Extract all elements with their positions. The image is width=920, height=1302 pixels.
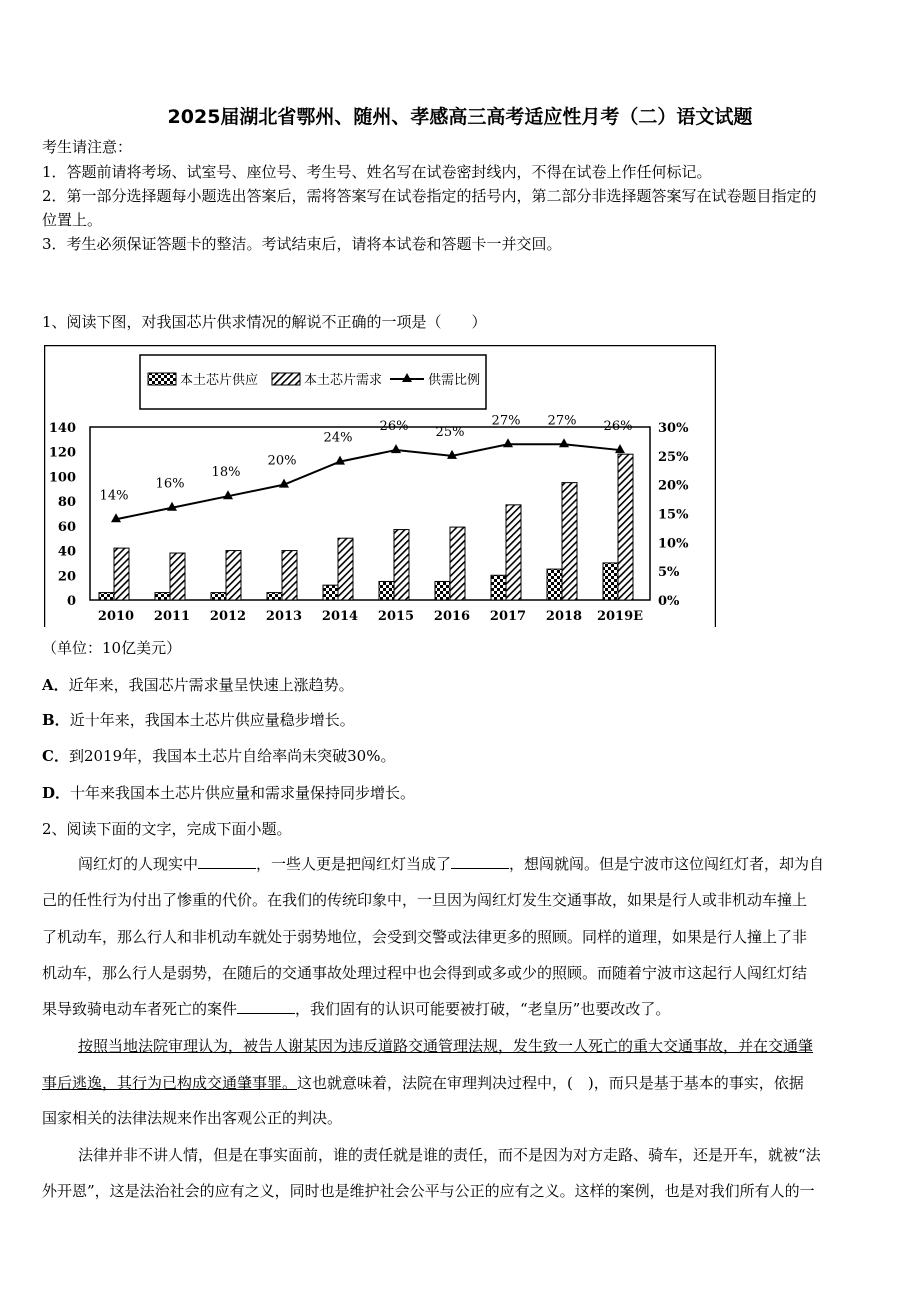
passage-line: 国家相关的法律法规来作出客观公正的判决。: [42, 1109, 343, 1127]
y-tick-label: 60: [57, 519, 76, 535]
ratio-data-label: 26%: [603, 419, 633, 435]
bar-demand: [618, 454, 633, 600]
option-text: 到2019年，我国本土芯片自给率尚未突破30%。: [68, 747, 396, 765]
y2-tick-label: 20%: [658, 478, 689, 494]
notice-item: 2．第一部分选择题每小题选出答案后，需将答案写在试卷指定的括号内，第二部分非选择题答案写在试卷题目指定的: [42, 187, 817, 205]
page-title: 2025届湖北省鄂州、随州、孝感高三高考适应性月考（二）语文试题: [167, 106, 753, 128]
notice-item: 1．答题前请将考场、试室号、座位号、考生号、姓名写在试卷密封线内，不得在试卷上作任何标记。: [42, 163, 712, 181]
y2-tick-label: 0%: [658, 594, 680, 609]
ratio-point: [503, 438, 513, 447]
x-tick-label: 2017: [489, 609, 527, 624]
y2-tick-label: 5%: [658, 565, 680, 581]
bar-demand: [226, 551, 241, 600]
chart-unit: （单位：10亿美元）: [42, 639, 182, 657]
option-b: [42, 710, 355, 730]
bar-demand: [170, 553, 185, 600]
bar-demand: [450, 527, 465, 600]
option-key: A．: [42, 676, 69, 694]
chip-supply-demand-chart: [44, 345, 716, 627]
y2-tick-label: 10%: [658, 536, 689, 552]
fill-blank: [237, 999, 295, 1014]
fill-blank: [198, 854, 256, 869]
bar-supply: [267, 593, 282, 600]
bar-supply: [155, 593, 170, 600]
bar-supply: [211, 593, 226, 600]
legend-label-supply: 本土芯片供应: [180, 373, 259, 388]
y2-tick-label: 30%: [658, 421, 689, 436]
option-text: 近十年来，我国本土芯片供应量稳步增长。: [69, 711, 355, 729]
x-tick-label: 2019E: [596, 609, 644, 624]
passage-line: 外开恩”，这是法治社会的应有之义，同时也是维护社会公平与公正的应有之义。这样的案例，也是对我们所有人的一: [42, 1182, 815, 1200]
bar-supply: [379, 581, 394, 600]
option-key: D．: [42, 784, 71, 802]
option-text: 十年来我国本土芯片供应量和需求量保持同步增长。: [70, 784, 416, 802]
passage-line-underlined: 按照当地法院审理认为，被告人谢某因为违反道路交通管理法规，发生致一人死亡的重大交通事故，并在交通肇: [78, 1037, 814, 1055]
ratio-data-label: 20%: [267, 453, 297, 469]
x-tick-label: 2014: [321, 609, 359, 624]
ratio-data-label: 24%: [323, 430, 353, 446]
option-key: C．: [42, 747, 69, 765]
x-tick-label: 2011: [153, 609, 191, 624]
ratio-data-label: 27%: [547, 413, 577, 429]
notice-item: 位置上。: [42, 211, 103, 229]
bar-demand: [562, 483, 577, 600]
bar-supply: [99, 593, 114, 600]
bar-demand: [282, 551, 297, 600]
notice-item: 3．考生必须保证答题卡的整洁。考试结束后，请将本试卷和答题卡一并交回。: [42, 235, 562, 253]
passage-line: 了机动车，那么行人和非机动车就处于弱势地位，会受到交警或法律更多的照顾。同样的道理，如果是行人撞上了非: [42, 928, 808, 946]
y-tick-label: 140: [48, 421, 76, 436]
option-d: [42, 783, 415, 803]
passage-line: 机动车，那么行人是弱势，在随后的交通事故处理过程中也会得到或多或少的照顾。而随着宁波市这起行人闯红灯结: [42, 964, 808, 982]
x-tick-label: 2018: [545, 609, 583, 624]
y-tick-label: 120: [48, 445, 76, 461]
y-tick-label: 20: [57, 569, 76, 585]
ratio-data-label: 18%: [211, 465, 241, 481]
ratio-data-label: 25%: [435, 424, 465, 440]
bar-demand: [114, 548, 129, 600]
bar-demand: [394, 530, 409, 600]
ratio-point: [615, 444, 625, 453]
chart-legend: [140, 355, 486, 409]
ratio-data-label: 27%: [491, 413, 521, 429]
x-tick-label: 2013: [265, 609, 303, 624]
option-key: B．: [42, 711, 70, 729]
legend-swatch-supply: [148, 373, 176, 385]
fill-blank: [451, 854, 509, 869]
x-tick-label: 2015: [377, 609, 415, 624]
legend-label-demand: 本土芯片需求: [304, 373, 383, 388]
bar-supply: [547, 569, 562, 600]
bar-demand: [506, 505, 521, 600]
legend-label-ratio: 供需比例: [428, 373, 481, 388]
option-text: 近年来，我国芯片需求量呈快速上涨趋势。: [68, 676, 354, 694]
x-tick-label: 2012: [209, 609, 247, 624]
y2-tick-label: 15%: [658, 507, 689, 523]
y-tick-label: 0: [66, 594, 76, 609]
passage-line: 己的任性行为付出了惨重的代价。在我们的传统印象中，一旦因为闯红灯发生交通事故，如果是行人或非机动车撞上: [42, 891, 808, 909]
bar-demand: [338, 538, 353, 600]
y2-tick-label: 25%: [658, 449, 689, 465]
question-1-stem: 1、阅读下图，对我国芯片供求情况的解说不正确的一项是（ ）: [42, 313, 487, 331]
passage-line: 事后逃逸，其行为已构成交通肇事罪。这也就意味着，法院在审理判决过程中，( )，而只是基于基本的事实，依据: [42, 1074, 804, 1092]
option-a: [42, 675, 354, 695]
bar-supply: [323, 585, 338, 600]
bar-supply: [603, 563, 618, 600]
bar-supply: [435, 581, 450, 600]
ratio-data-label: 26%: [379, 419, 409, 435]
x-tick-label: 2010: [97, 609, 135, 624]
question-2-stem: 2、阅读下面的文字，完成下面小题。: [42, 820, 292, 838]
legend-swatch-demand: [272, 373, 300, 385]
passage-line: 果导致骑电动车者死亡的案件 ，我们固有的认识可能要被打破，“老皇历”也要改改了。: [42, 1000, 671, 1018]
ratio-line: [116, 444, 620, 519]
y-tick-label: 80: [57, 495, 76, 511]
x-tick-label: 2016: [433, 609, 471, 624]
notice-heading: 考生请注意：: [42, 138, 133, 156]
ratio-data-label: 16%: [155, 476, 185, 492]
ratio-point: [559, 438, 569, 447]
ratio-point: [391, 444, 401, 453]
y-tick-label: 40: [57, 544, 76, 560]
passage-line: 闯红灯的人现实中 ，一些人更是把闯红灯当成了 ，想闯就闯。但是宁波市这位闯红灯者，却为自: [78, 855, 825, 873]
ratio-data-label: 14%: [99, 488, 129, 504]
passage-line: 法律并非不讲人情，但是在事实面前，谁的责任就是谁的责任，而不是因为对方走路、骑车，还是开车，就被“法: [78, 1146, 821, 1164]
y-tick-label: 100: [48, 470, 76, 486]
option-c: [42, 746, 395, 766]
bar-supply: [491, 575, 506, 600]
